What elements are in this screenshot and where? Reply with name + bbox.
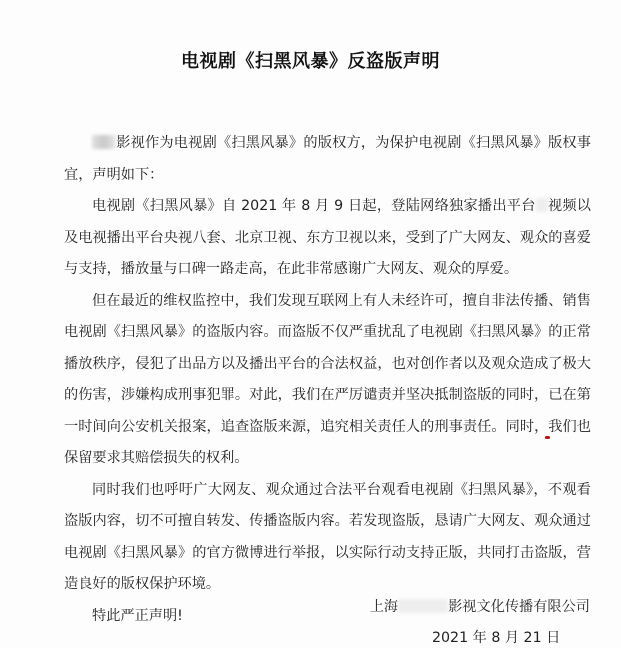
paragraph-text: 同时我们也呼吁广大网友、观众通过合法平台观看电视剧《扫黑风暴》，不观看盗版内容，切不可擅自转发、传播盗版内容。若发现盗版，恳请广大网友、观众通过电视剧《扫黑风暴》的官方微博进行举报，以实际行动支持正版，共同打击盗版，营造良好的版权保护环境。 <box>64 481 591 592</box>
paragraph-intro <box>64 128 591 191</box>
signature-date: 2021 年 8 月 21 日 <box>432 630 561 646</box>
paragraph-text: 但在最近的维权监控中，我们发现互联网上有人未经许可，擅自非法传播、销售电视剧《扫黑风暴》的盗版内容。而盗版不仅严重扰乱了电视剧《扫黑风暴》的正常播放秩序，侵犯了出品方以及播出平台的合法权益，也对创作者以及观众造成了极大的伤害，涉嫌构成刑事犯罪。对此，我们在严厉谴责并坚决抵制盗版的同时， <box>64 292 591 403</box>
paragraph-text: 视频以及电视播出平台央视八套、北京卫视、东方卫视以来，受到了广大网友、观众的喜爱与支持，播放量与口碑一路走高，在此非常感谢广大网友、观众的厚爱。 <box>64 198 591 277</box>
paragraph-text: 电视剧《扫黑风暴》自 2021 年 8 月 9 日起，登陆网络独家播出平台 <box>92 198 536 214</box>
paragraph-piracy <box>64 286 591 475</box>
closing-line: 特此严正声明! <box>92 607 183 624</box>
paragraph-text: ，追查盗版来源，追究相关责任人的刑事责任。同时，我们也保留要求其赔偿损失的权利。 <box>64 418 591 466</box>
redacted-company-name <box>92 135 116 149</box>
document-body <box>64 128 591 632</box>
document-title: 电视剧《扫黑风暴》反盗版声明 <box>181 51 440 72</box>
redacted-signature <box>398 599 448 613</box>
paragraph-text: 影视作为电视剧《扫黑风暴》的版权方，为保护电视剧《扫黑风暴》版权事宜，声明如下： <box>64 135 591 183</box>
signature-suffix: 影视文化传播有限公司 <box>448 599 590 615</box>
paragraph-broadcast <box>64 191 591 286</box>
redacted-platform-name <box>536 198 548 212</box>
signature-prefix: 上海 <box>369 599 399 615</box>
paragraph-appeal <box>64 475 591 601</box>
signature-company <box>370 596 590 616</box>
underlined-police-report: 已在第一时间向公安机关报案 <box>64 387 591 435</box>
